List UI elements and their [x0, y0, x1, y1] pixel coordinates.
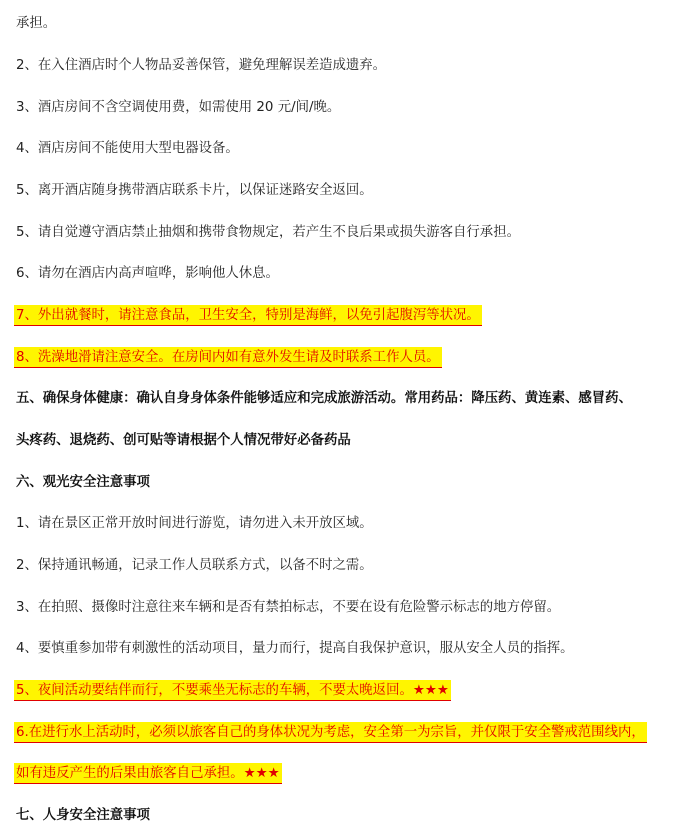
line-04: 4、酒店房间不能使用大型电器设备。 [16, 141, 239, 156]
line-13: 1、请在景区正常开放时间进行游览，请勿进入未开放区域。 [16, 516, 373, 531]
line-14: 2、保持通讯畅通，记录工作人员联系方式，以备不时之需。 [16, 558, 373, 573]
highlight-line-08: 7、外出就餐时，请注意食品，卫生安全，特别是海鲜，以免引起腹泻等状况。 [16, 307, 482, 325]
highlight-line-09: 8、洗澡地滑请注意安全。在房间内如有意外发生请及时联系工作人员。 [16, 349, 442, 367]
line-07: 6、请勿在酒店内高声喧哗，影响他人休息。 [16, 266, 279, 281]
line-16: 4、要慎重参加带有刺激性的活动项目，量力而行，提高自我保护意识，服从安全人员的指挥。 [16, 641, 574, 656]
section-five-heading: 五、确保身体健康：确认自身身体条件能够适应和完成旅游活动。常用药品：降压药、黄连素、感冒药、 [16, 391, 632, 406]
line-03: 3、酒店房间不含空调使用费，如需使用 20 元/间/晚。 [16, 100, 341, 115]
highlight-line-19: 如有违反产生的后果由旅客自己承担。★★★ [16, 765, 282, 783]
highlight-line-17: 5、夜间活动要结伴而行，不要乘坐无标志的车辆，不要太晚返回。★★★ [16, 682, 451, 700]
line-15: 3、在拍照、摄像时注意往来车辆和是否有禁拍标志，不要在设有危险警示标志的地方停留。 [16, 600, 561, 615]
section-five-continuation: 头疼药、退烧药、创可贴等请根据个人情况带好必备药品 [16, 433, 351, 448]
highlight-line-18: 6.在进行水上活动时，必须以旅客自己的身体状况为考虑，安全第一为宗旨，并仅限于安全警戒范围线内， [16, 724, 647, 742]
line-02: 2、在入住酒店时个人物品妥善保管，避免理解误差造成遗弃。 [16, 58, 387, 73]
section-six-heading: 六、观光安全注意事项 [16, 475, 150, 490]
line-06: 5、请自觉遵守酒店禁止抽烟和携带食物规定，若产生不良后果或损失游客自行承担。 [16, 225, 520, 240]
section-seven-heading: 七、人身安全注意事项 [16, 808, 150, 823]
line-01: 承担。 [16, 16, 57, 31]
line-05: 5、离开酒店随身携带酒店联系卡片，以保证迷路安全返回。 [16, 183, 373, 198]
